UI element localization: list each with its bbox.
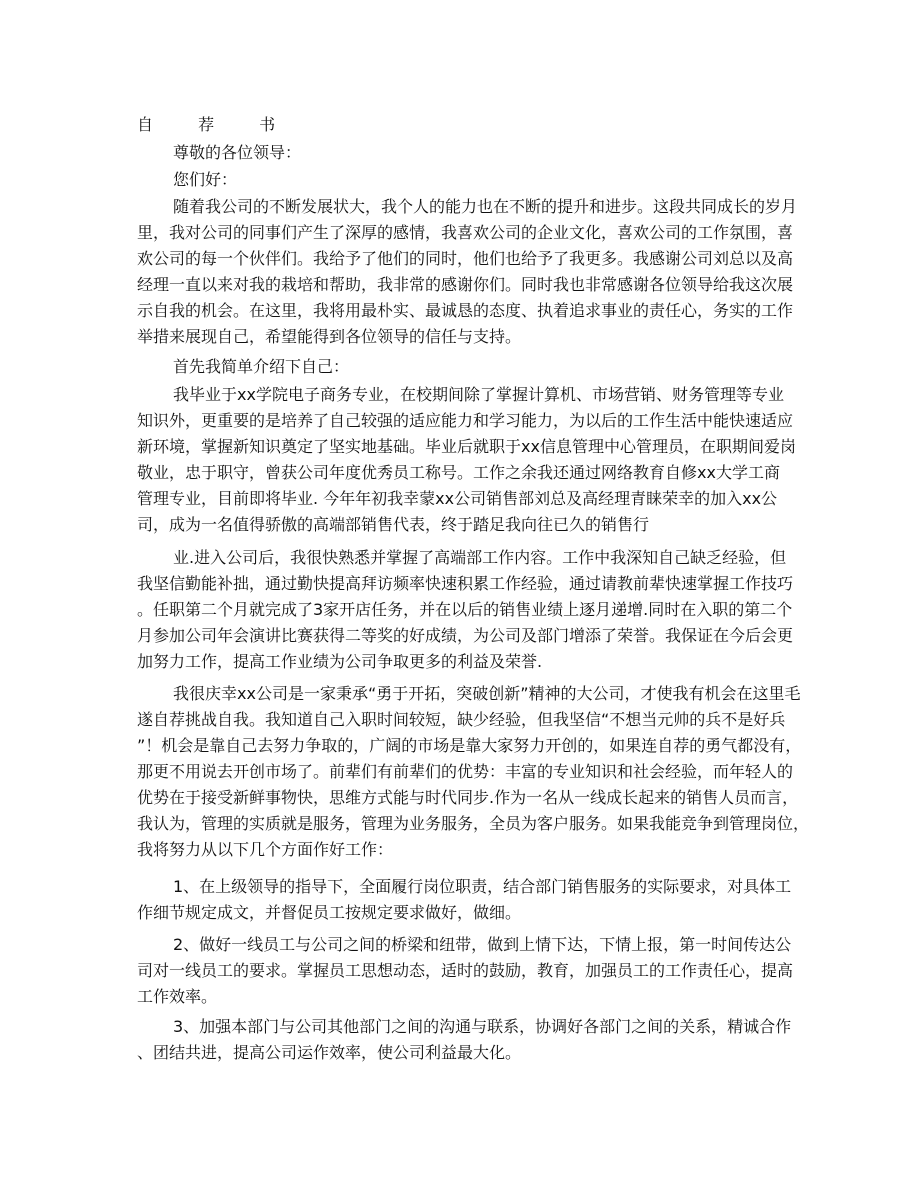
list-item-2-cont: 司对一线员工的要求。掌握员工思想动态，适时的鼓励，教育，加强员工的工作责任心，提高 <box>137 961 794 980</box>
paragraph-line: 欢公司的每一个伙伴们。我给予了他们的同时，他们也给予了我更多。我感谢公司刘总以及高 <box>137 249 794 268</box>
paragraph-line: 示自我的机会。在这里，我将用最朴实、最诚恳的态度、执着追求事业的责任心，务实的工作 <box>137 301 794 320</box>
document-title: 自 荐 书 <box>137 115 296 134</box>
paragraph-line: 首先我简单介绍下自己： <box>173 357 350 376</box>
paragraph-line: 那更不用说去开创市场了。前辈们有前辈们的优势：丰富的专业知识和社会经验，而年轻人的 <box>137 762 794 781</box>
paragraph-line: 我将努力从以下几个方面作好工作： <box>137 840 394 859</box>
paragraph-line: 管理专业，目前即将毕业. 今年年初我幸蒙xx公司销售部刘总及高经理青睐荣幸的加入xx公 <box>137 489 778 508</box>
list-item-3: 3、加强本部门与公司其他部门之间的沟通与联系，协调好各部门之间的关系，精诚合作 <box>173 1017 792 1036</box>
paragraph-line: 随着我公司的不断发展状大，我个人的能力也在不断的提升和进步。这段共同成长的岁月 <box>173 197 798 216</box>
paragraph-line: 经理一直以来对我的栽培和帮助，我非常的感谢你们。同时我也非常感谢各位领导给我这次展 <box>137 275 794 294</box>
list-item-3-cont: 、团结共进，提高公司运作效率，使公司利益最大化。 <box>137 1043 522 1062</box>
paragraph-line: 我毕业于xx学院电子商务专业，在校期间除了掌握计算机、市场营销、财务管理等专业 <box>173 385 784 404</box>
paragraph-line: 。任职第二个月就完成了3家开店任务，并在以后的销售业绩上逐月递增.同时在入职的第二个 <box>137 600 793 619</box>
paragraph-line: 我坚信勤能补拙，通过勤快提高拜访频率快速积累工作经验，通过请教前辈快速掌握工作技巧 <box>137 574 794 593</box>
list-item-2: 2、做好一线员工与公司之间的桥梁和纽带，做到上情下达，下情上报，第一时间传达公 <box>173 935 792 954</box>
paragraph-line: 我认为，管理的实质就是服务，管理为业务服务，全员为客户服务。如果我能竞争到管理岗位， <box>137 814 810 833</box>
paragraph-line: 加努力工作，提高工作业绩为公司争取更多的利益及荣誉. <box>137 652 543 671</box>
salutation: 尊敬的各位领导： <box>173 143 302 162</box>
list-item-1-cont: 作细节规定成文，并督促员工按规定要求做好，做细。 <box>137 903 522 922</box>
paragraph-line: ”！机会是靠自己去努力争取的，广阔的市场是靠大家努力开创的，如果连自荐的勇气都没有， <box>137 736 802 755</box>
paragraph-line: 知识外，更重要的是培养了自己较强的适应能力和学习能力，为以后的工作生活中能快速适应 <box>137 411 794 430</box>
paragraph-line: 我很庆幸xx公司是一家秉承“勇于开拓，突破创新”精神的大公司，才使我有机会在这里毛 <box>173 684 801 703</box>
paragraph-line: 优势在于接受新鲜事物快，思维方式能与时代同步.作为一名从一线成长起来的销售人员而言， <box>137 788 799 807</box>
list-item-2-cont: 工作效率。 <box>137 987 218 1006</box>
paragraph-line: 新环境，掌握新知识奠定了坚实地基础。毕业后就职于xx信息管理中心管理员，在职期间爱岗 <box>137 437 796 456</box>
paragraph-line: 举措来展现自己，希望能得到各位领导的信任与支持。 <box>137 327 522 346</box>
paragraph-line: 业.进入公司后，我很快熟悉并掌握了高端部工作内容。工作中我深知自己缺乏经验，但 <box>173 548 787 567</box>
greeting: 您们好： <box>173 170 238 189</box>
paragraph-line: 司，成为一名值得骄傲的高端部销售代表，终于踏足我向往已久的销售行 <box>137 515 650 534</box>
list-item-1: 1、在上级领导的指导下，全面履行岗位职责，结合部门销售服务的实际要求，对具体工 <box>173 877 792 896</box>
paragraph-line: 里，我对公司的同事们产生了深厚的感情，我喜欢公司的企业文化，喜欢公司的工作氛围，喜 <box>137 223 794 242</box>
paragraph-line: 遂自荐挑战自我。我知道自己入职时间较短，缺少经验，但我坚信“不想当元帅的兵不是好兵 <box>137 710 786 729</box>
paragraph-line: 月参加公司年会演讲比赛获得二等奖的好成绩，为公司及部门增添了荣誉。我保证在今后会更 <box>137 626 794 645</box>
paragraph-line: 敬业，忠于职守，曾获公司年度优秀员工称号。工作之余我还通过网络教育自修xx大学工商 <box>137 463 780 482</box>
